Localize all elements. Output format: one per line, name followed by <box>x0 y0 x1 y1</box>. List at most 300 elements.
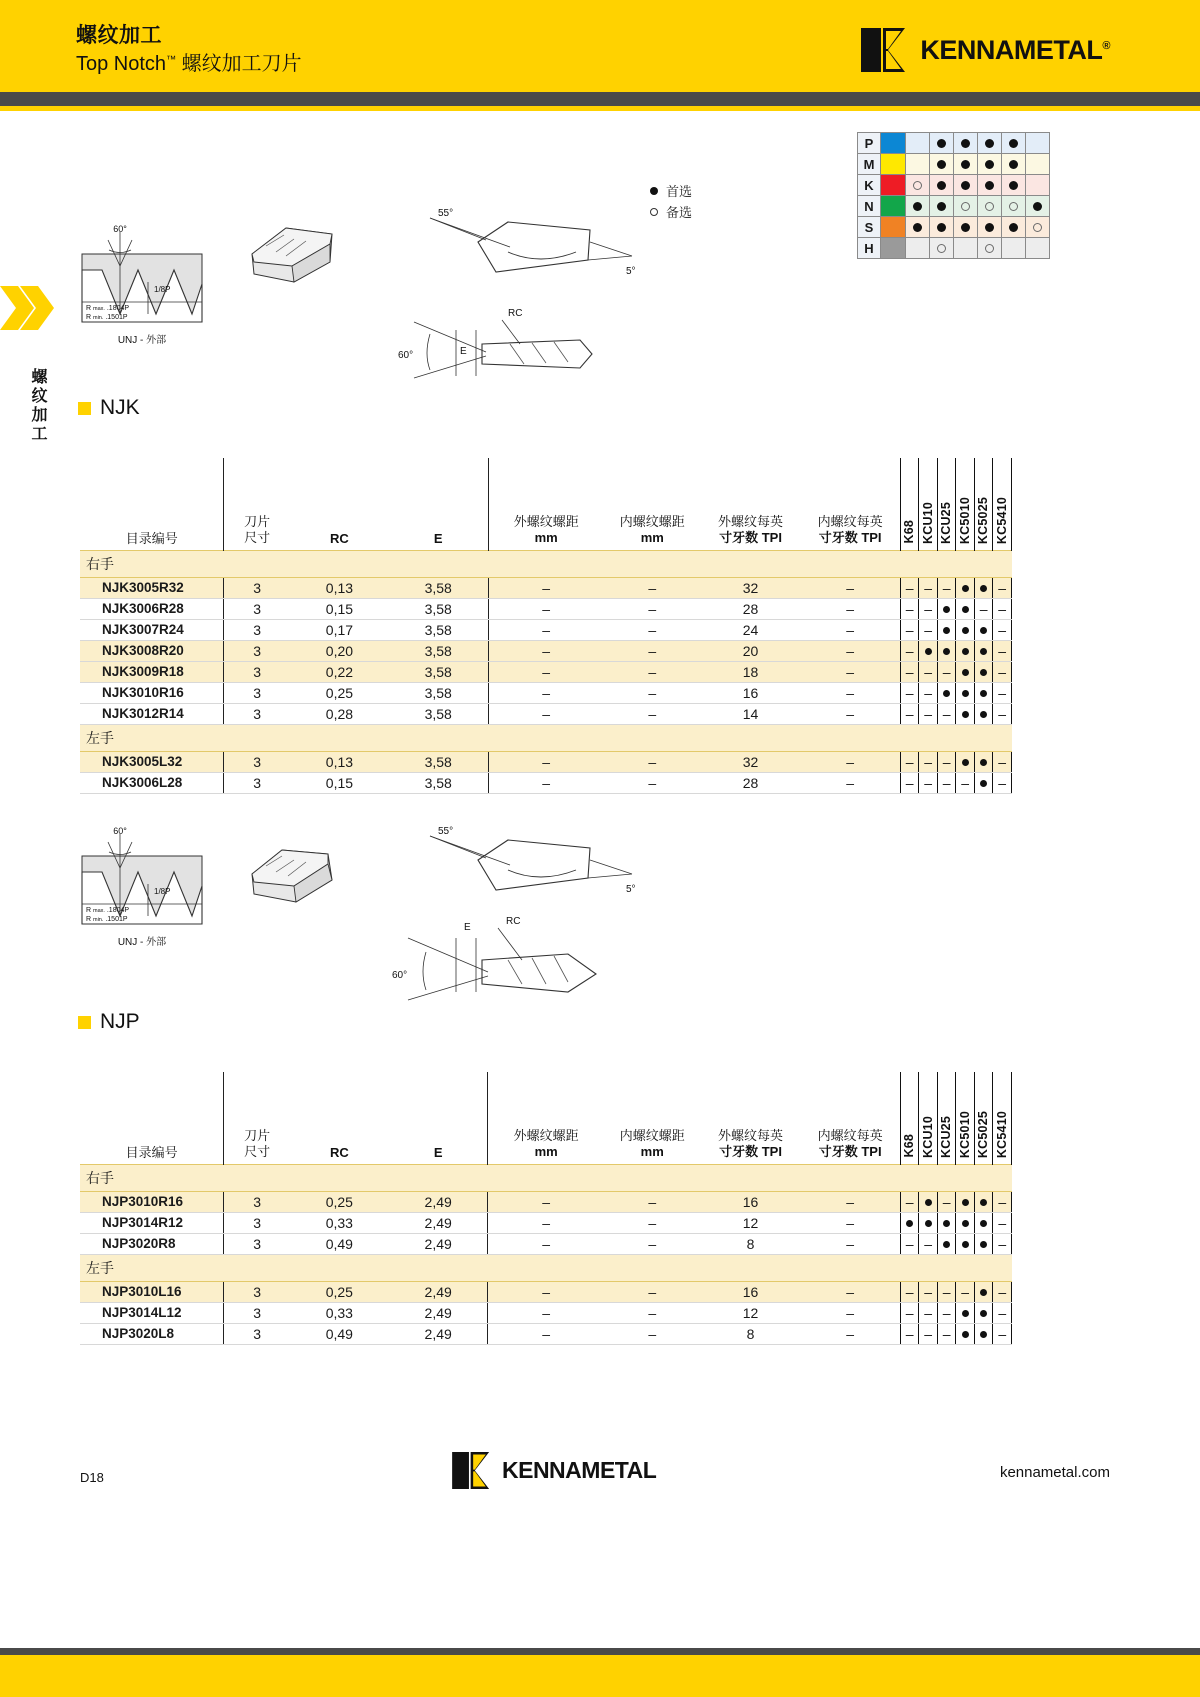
cell-int-pitch: – <box>604 682 701 703</box>
cell-grade-kcu10 <box>919 1323 938 1344</box>
table-row[interactable] <box>80 1302 1012 1323</box>
cell-grade-kc5410 <box>993 703 1012 724</box>
cell-grade-kc5010 <box>956 661 975 682</box>
iso-grade-cell <box>1002 217 1026 238</box>
njk-side-view-diagram <box>400 200 660 310</box>
iso-matrix-row <box>858 217 1050 238</box>
cell-int-pitch: – <box>604 1233 701 1254</box>
svg-text:60°: 60° <box>392 970 408 981</box>
iso-grade-cell <box>906 238 930 259</box>
table-row[interactable] <box>80 1212 1012 1233</box>
iso-grade-cell <box>954 217 978 238</box>
table-row[interactable] <box>80 1191 1012 1212</box>
cell-grade-kc5410 <box>993 661 1012 682</box>
filled-dot-icon <box>980 585 987 592</box>
cell-grade-kc5025 <box>974 577 993 598</box>
njp-product-table <box>80 1072 1012 1345</box>
col-header-grade-kc5025: KC5025 <box>974 458 993 550</box>
cell-catalog-number: NJK3009R18 <box>80 661 224 682</box>
svg-text:E: E <box>464 922 471 933</box>
filled-dot-icon <box>961 181 970 190</box>
cell-grade-kcu25 <box>937 703 956 724</box>
svg-text:UNJ - 外部: UNJ - 外部 <box>117 335 167 346</box>
filled-dot-icon <box>985 181 994 190</box>
not-available-dash: – <box>998 705 1007 722</box>
cell-catalog-number: NJK3005L32 <box>80 751 224 772</box>
iso-group-code: N <box>858 196 881 217</box>
col-header-rc: RC <box>329 1144 349 1160</box>
iso-grade-cell <box>1026 175 1050 196</box>
table-row[interactable] <box>80 598 1012 619</box>
col-header-grade-kcu25: KCU25 <box>937 458 956 550</box>
cell-grade-kcu25 <box>937 1212 956 1233</box>
not-available-dash: – <box>998 621 1007 638</box>
table-group-header <box>80 550 1012 577</box>
cell-grade-kcu25 <box>937 1191 956 1212</box>
iso-grade-cell <box>1002 154 1026 175</box>
not-available-dash: – <box>905 600 914 617</box>
filled-dot-icon <box>985 223 994 232</box>
cell-grade-kc5410 <box>993 577 1012 598</box>
cell-grade-kcu25 <box>937 577 956 598</box>
cell-grade-k68 <box>900 598 919 619</box>
cell-e: 3,58 <box>389 751 488 772</box>
iso-grade-cell <box>978 238 1002 259</box>
cell-grade-kc5410 <box>993 772 1012 793</box>
not-available-dash: – <box>905 684 914 701</box>
iso-grade-cell <box>930 133 954 154</box>
iso-grade-cell <box>930 154 954 175</box>
iso-grade-cell <box>954 196 978 217</box>
filled-dot-icon <box>961 223 970 232</box>
cell-grade-k68 <box>900 1323 919 1344</box>
filled-dot-icon <box>943 1220 950 1227</box>
iso-grade-cell <box>1026 196 1050 217</box>
filled-dot-icon <box>1009 223 1018 232</box>
cell-e: 2,49 <box>389 1281 488 1302</box>
iso-grade-cell <box>954 238 978 259</box>
filled-dot-icon <box>1009 139 1018 148</box>
cell-int-tpi: – <box>800 703 900 724</box>
open-dot-icon <box>937 244 946 253</box>
svg-text:RC: RC <box>506 916 521 927</box>
cell-grade-k68 <box>900 619 919 640</box>
table-group-header <box>80 1254 1012 1281</box>
cell-insert-size: 3 <box>224 577 290 598</box>
iso-grade-cell <box>1002 238 1026 259</box>
cell-catalog-number: NJK3006L28 <box>80 772 224 793</box>
cell-ext-tpi: 12 <box>701 1302 801 1323</box>
filled-dot-icon <box>980 627 987 634</box>
col-header-grade-kc5025: KC5025 <box>974 1072 993 1164</box>
cell-catalog-number: NJP3010R16 <box>80 1191 224 1212</box>
iso-matrix-row <box>858 154 1050 175</box>
table-row[interactable] <box>80 682 1012 703</box>
filled-dot-icon <box>962 648 969 655</box>
cell-insert-size: 3 <box>224 1302 290 1323</box>
cell-e: 3,58 <box>389 577 488 598</box>
cell-grade-k68 <box>900 682 919 703</box>
svg-text:55°: 55° <box>438 826 454 837</box>
filled-dot-icon <box>980 1199 987 1206</box>
iso-grade-cell <box>1026 217 1050 238</box>
filled-dot-icon <box>943 648 950 655</box>
cell-grade-kcu25 <box>937 751 956 772</box>
cell-grade-kcu10 <box>919 1212 938 1233</box>
cell-ext-pitch: – <box>488 682 604 703</box>
cell-ext-pitch: – <box>488 703 604 724</box>
filled-dot-icon <box>961 139 970 148</box>
col-header-int-pitch: 内螺纹螺距 mm <box>619 1128 685 1160</box>
open-dot-icon <box>985 202 994 211</box>
filled-dot-icon <box>962 1220 969 1227</box>
table-body <box>80 550 1012 793</box>
cell-grade-kc5010 <box>956 640 975 661</box>
cell-ext-tpi: 8 <box>701 1323 801 1344</box>
table-row[interactable] <box>80 661 1012 682</box>
cell-int-pitch: – <box>604 751 701 772</box>
filled-dot-icon <box>980 1289 987 1296</box>
col-header-catalog: 目录编号 <box>125 530 178 546</box>
cell-int-pitch: – <box>604 1212 701 1233</box>
filled-dot-icon <box>937 160 946 169</box>
table-row[interactable] <box>80 1323 1012 1344</box>
table-row[interactable] <box>80 703 1012 724</box>
col-header-ext-pitch: 外螺纹螺距 mm <box>488 1072 604 1164</box>
filled-dot-icon <box>937 223 946 232</box>
filled-dot-icon <box>925 648 932 655</box>
cell-grade-kcu10 <box>919 661 938 682</box>
cell-grade-kc5025 <box>974 1212 993 1233</box>
col-header-grade-kc5010: KC5010 <box>956 458 975 550</box>
section-bullet-icon <box>78 1016 91 1029</box>
not-available-dash: – <box>905 663 914 680</box>
filled-dot-icon <box>962 1310 969 1317</box>
cell-rc: 0,13 <box>290 751 389 772</box>
cell-ext-pitch: – <box>488 577 604 598</box>
iso-grade-cell <box>930 175 954 196</box>
cell-grade-kc5025 <box>974 772 993 793</box>
not-available-dash: – <box>998 1214 1007 1231</box>
col-header-grade-kcu25: KCU25 <box>937 1072 956 1164</box>
cell-ext-pitch: – <box>488 661 604 682</box>
not-available-dash: – <box>942 579 951 596</box>
filled-dot-icon <box>937 139 946 148</box>
filled-dot-icon <box>962 1331 969 1338</box>
not-available-dash: – <box>979 600 988 617</box>
table-row[interactable] <box>80 640 1012 661</box>
table-group-header <box>80 724 1012 751</box>
group-label: 右手 <box>80 1164 1012 1191</box>
cell-catalog-number: NJK3010R16 <box>80 682 224 703</box>
open-dot-icon <box>913 181 922 190</box>
filled-dot-icon <box>962 1241 969 1248</box>
filled-dot-icon <box>980 780 987 787</box>
not-available-dash: – <box>924 600 932 617</box>
table-row[interactable] <box>80 1233 1012 1254</box>
cell-ext-pitch: – <box>488 619 604 640</box>
table-row[interactable] <box>80 751 1012 772</box>
cell-grade-kc5410 <box>993 1281 1012 1302</box>
filled-dot-icon <box>980 1241 987 1248</box>
iso-group-code: S <box>858 217 881 238</box>
not-available-dash: – <box>905 774 914 791</box>
iso-matrix-row <box>858 175 1050 196</box>
filled-dot-icon <box>962 690 969 697</box>
cell-insert-size: 3 <box>224 751 290 772</box>
filled-dot-icon <box>980 1310 987 1317</box>
cell-grade-kcu25 <box>937 772 956 793</box>
filled-dot-icon <box>1009 181 1018 190</box>
cell-int-tpi: – <box>800 577 900 598</box>
filled-dot-icon <box>962 627 969 634</box>
col-header-grade-kc5410: KC5410 <box>993 1072 1012 1164</box>
filled-dot-icon <box>913 202 922 211</box>
cell-e: 3,58 <box>389 682 488 703</box>
iso-matrix-body <box>858 133 1050 259</box>
page-subtitle-en: Top Notch <box>76 53 167 75</box>
cell-grade-kc5010 <box>956 1323 975 1344</box>
not-available-dash: – <box>924 774 932 791</box>
cell-grade-kc5410 <box>993 751 1012 772</box>
cell-int-tpi: – <box>800 1212 900 1233</box>
cell-rc: 0,33 <box>290 1212 389 1233</box>
not-available-dash: – <box>942 1283 951 1300</box>
cell-insert-size: 3 <box>224 1191 290 1212</box>
col-header-e: E <box>433 1144 443 1160</box>
cell-rc: 0,22 <box>290 661 389 682</box>
filled-dot-icon <box>985 160 994 169</box>
cell-ext-tpi: 16 <box>701 1281 801 1302</box>
cell-insert-size: 3 <box>224 1233 290 1254</box>
not-available-dash: – <box>942 1193 951 1210</box>
header-yellow-rule <box>0 106 1200 111</box>
not-available-dash: – <box>961 774 970 791</box>
cell-catalog-number: NJK3005R32 <box>80 577 224 598</box>
filled-dot-icon <box>980 759 987 766</box>
cell-insert-size: 3 <box>224 682 290 703</box>
cell-ext-pitch: – <box>488 1323 604 1344</box>
not-available-dash: – <box>942 663 951 680</box>
not-available-dash: – <box>905 579 914 596</box>
iso-grade-cell <box>1002 133 1026 154</box>
col-header-int-tpi: 内螺纹每英 寸牙数 TPI <box>817 514 883 546</box>
not-available-dash: – <box>998 600 1007 617</box>
cell-e: 2,49 <box>389 1233 488 1254</box>
open-dot-icon <box>1033 223 1042 232</box>
cell-int-tpi: – <box>800 1302 900 1323</box>
cell-ext-tpi: 14 <box>701 703 801 724</box>
legend-alternate-label: 备选 <box>666 205 693 220</box>
table-row[interactable] <box>80 1281 1012 1302</box>
cell-e: 3,58 <box>389 619 488 640</box>
side-tab-label: 螺纹加工 <box>29 368 46 444</box>
cell-rc: 0,33 <box>290 1302 389 1323</box>
filled-dot-icon <box>925 1199 932 1206</box>
cell-rc: 0,20 <box>290 640 389 661</box>
col-header-insert-size: 刀片 尺寸 <box>224 458 290 550</box>
cell-grade-kc5410 <box>993 1323 1012 1344</box>
col-header-grade-kc5010: KC5010 <box>956 1072 975 1164</box>
iso-grade-cell <box>906 175 930 196</box>
cell-int-pitch: – <box>604 1302 701 1323</box>
table-row[interactable] <box>80 577 1012 598</box>
page-number: D18 <box>80 1470 104 1485</box>
filled-dot-icon <box>962 1199 969 1206</box>
cell-insert-size: 3 <box>224 1212 290 1233</box>
cell-grade-kc5010 <box>956 619 975 640</box>
table-group-header <box>80 1164 1012 1191</box>
not-available-dash: – <box>905 705 914 722</box>
cell-insert-size: 3 <box>224 703 290 724</box>
cell-catalog-number: NJK3012R14 <box>80 703 224 724</box>
iso-grade-cell <box>930 238 954 259</box>
section-title-njk: NJK <box>100 396 140 419</box>
not-available-dash: – <box>924 1235 933 1252</box>
footer-dark-rule <box>0 1648 1200 1655</box>
legend-preferred-label: 首选 <box>666 184 693 199</box>
section-heading-njk <box>78 396 140 420</box>
iso-matrix-row <box>858 238 1050 259</box>
cell-ext-tpi: 28 <box>701 772 801 793</box>
cell-grade-kcu25 <box>937 1302 956 1323</box>
iso-grade-cell <box>1002 196 1026 217</box>
cell-grade-kc5010 <box>956 1191 975 1212</box>
col-header-grade-k68: K68 <box>900 458 919 550</box>
col-header-insert-size: 刀片 尺寸 <box>224 1072 290 1164</box>
table-body <box>80 1164 1012 1344</box>
cell-ext-pitch: – <box>488 772 604 793</box>
cell-grade-kcu25 <box>937 640 956 661</box>
cell-int-tpi: – <box>800 772 900 793</box>
col-header-grade-k68: K68 <box>900 1072 919 1164</box>
cell-rc: 0,17 <box>290 619 389 640</box>
cell-grade-k68 <box>900 751 919 772</box>
cell-grade-kcu25 <box>937 1233 956 1254</box>
iso-grade-cell <box>978 175 1002 196</box>
iso-group-color-swatch <box>881 217 906 238</box>
not-available-dash: – <box>998 642 1007 659</box>
cell-ext-pitch: – <box>488 640 604 661</box>
not-available-dash: – <box>905 1325 914 1342</box>
cell-grade-kc5010 <box>956 577 975 598</box>
cell-grade-kc5010 <box>956 703 975 724</box>
iso-grade-cell <box>978 196 1002 217</box>
iso-group-color-swatch <box>881 196 906 217</box>
cell-grade-kcu25 <box>937 619 956 640</box>
cell-grade-kc5025 <box>974 703 993 724</box>
section-bullet-icon <box>78 402 91 415</box>
cell-grade-kc5010 <box>956 1212 975 1233</box>
cell-insert-size: 3 <box>224 1281 290 1302</box>
filled-dot-icon <box>943 627 950 634</box>
not-available-dash: – <box>998 1304 1007 1321</box>
njp-insert-3d-view <box>236 830 356 920</box>
cell-grade-k68 <box>900 703 919 724</box>
cell-grade-k68 <box>900 1302 919 1323</box>
cell-int-pitch: – <box>604 1191 701 1212</box>
cell-rc: 0,28 <box>290 703 389 724</box>
cell-grade-kc5025 <box>974 640 993 661</box>
legend-preferred <box>650 180 692 201</box>
cell-grade-kc5010 <box>956 682 975 703</box>
not-available-dash: – <box>998 774 1007 791</box>
not-available-dash: – <box>961 1283 970 1300</box>
cell-grade-k68 <box>900 1281 919 1302</box>
cell-grade-kcu10 <box>919 751 938 772</box>
col-header-ext-tpi: 外螺纹每英 寸牙数 TPI <box>718 1128 784 1160</box>
not-available-dash: – <box>924 1325 933 1342</box>
cell-ext-tpi: 16 <box>701 1191 801 1212</box>
iso-matrix-row <box>858 196 1050 217</box>
svg-text:UNJ - 外部: UNJ - 外部 <box>117 937 167 948</box>
table-row[interactable] <box>80 619 1012 640</box>
cell-grade-kc5010 <box>956 1302 975 1323</box>
cell-e: 3,58 <box>389 661 488 682</box>
cell-ext-pitch: – <box>488 1233 604 1254</box>
cell-grade-kc5410 <box>993 1302 1012 1323</box>
cell-grade-kcu10 <box>919 577 938 598</box>
cell-ext-tpi: 32 <box>701 751 801 772</box>
svg-text:R min. .1501P: R min. .1501P <box>86 314 128 321</box>
njk-insert-3d-view <box>236 208 356 298</box>
cell-ext-pitch: – <box>488 1281 604 1302</box>
not-available-dash: – <box>905 1283 914 1300</box>
col-header-rc: RC <box>330 530 349 546</box>
footer-yellow-band <box>0 1655 1200 1697</box>
cell-int-tpi: – <box>800 1191 900 1212</box>
section-heading-njp <box>78 1010 140 1034</box>
footer-kennametal-wordmark: KENNAMETAL <box>502 1457 657 1483</box>
cell-int-pitch: – <box>604 661 701 682</box>
iso-grade-cell <box>954 154 978 175</box>
cell-e: 3,58 <box>389 772 488 793</box>
filled-dot-icon <box>1033 202 1042 211</box>
cell-ext-pitch: – <box>488 751 604 772</box>
iso-group-code: H <box>858 238 881 259</box>
svg-text:R max. .1804P: R max. .1804P <box>86 305 130 312</box>
cell-e: 2,49 <box>389 1323 488 1344</box>
iso-grade-cell <box>906 133 930 154</box>
group-label: 左手 <box>80 724 1012 751</box>
not-available-dash: – <box>905 642 914 659</box>
iso-grade-cell <box>954 175 978 196</box>
cell-grade-kcu25 <box>937 598 956 619</box>
cell-grade-kcu10 <box>919 1281 938 1302</box>
table-header-row <box>80 1072 1012 1164</box>
not-available-dash: – <box>942 705 951 722</box>
svg-text:5°: 5° <box>626 884 636 895</box>
trademark-symbol: ™ <box>166 54 177 66</box>
cell-grade-kc5025 <box>974 682 993 703</box>
not-available-dash: – <box>924 579 932 596</box>
iso-grade-cell <box>978 154 1002 175</box>
footer-url: kennametal.com <box>999 1464 1110 1481</box>
cell-grade-k68 <box>900 577 919 598</box>
table-row[interactable] <box>80 772 1012 793</box>
filled-dot-icon <box>962 669 969 676</box>
cell-insert-size: 3 <box>224 661 290 682</box>
cell-e: 2,49 <box>389 1212 488 1233</box>
cell-grade-kcu10 <box>919 1302 938 1323</box>
cell-ext-tpi: 18 <box>701 661 801 682</box>
iso-matrix-row <box>858 133 1050 154</box>
filled-dot-icon <box>980 1220 987 1227</box>
svg-text:1/8P: 1/8P <box>154 285 171 294</box>
page-subtitle <box>76 47 302 76</box>
filled-dot-icon <box>943 690 950 697</box>
cell-grade-kc5410 <box>993 1191 1012 1212</box>
